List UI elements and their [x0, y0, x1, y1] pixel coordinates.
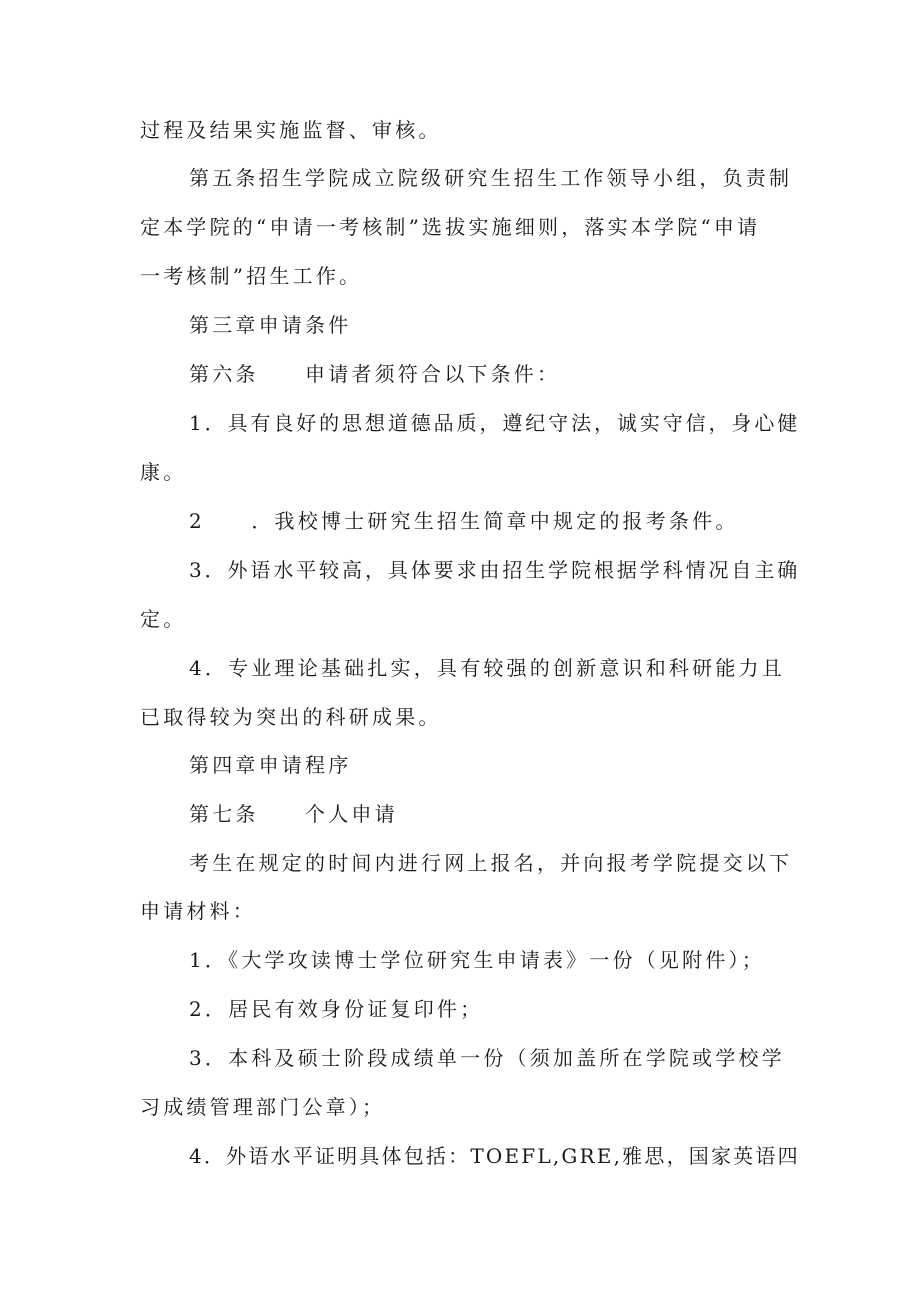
text-line: 过程及结果实施监督、审核。	[140, 118, 442, 142]
text-line: 1．《大学攻读博士学位研究生申请表》一份（见附件）；	[189, 948, 765, 972]
text-line: 康。	[140, 460, 187, 484]
text-line: 定。	[140, 607, 187, 631]
text-line: 已取得较为突出的科研成果。	[140, 705, 442, 729]
text-line: 4．外语水平证明具体包括：TOEFL,GRE,雅思，国家英语四	[189, 1144, 800, 1168]
text-line: 2．居民有效身份证复印件；	[189, 997, 484, 1021]
article-heading: 第六条 申请者须符合以下条件：	[189, 362, 561, 386]
text-line: 4．专业理论基础扎实，具有较强的创新意识和科研能力且	[189, 656, 785, 680]
text-line: 申请材料：	[140, 899, 256, 923]
text-line: 1．具有良好的思想道德品质，遵纪守法，诚实守信，身心健	[189, 411, 801, 435]
text-line: 定本学院的“申请一考核制”选拔实施细则，落实本学院“申请	[140, 215, 761, 239]
text-line: 2 ．我校博士研究生招生简章中规定的报考条件。	[189, 509, 739, 533]
text-line: 3．本科及硕士阶段成绩单一份（须加盖所在学院或学校学	[189, 1046, 785, 1070]
chapter-heading: 第三章申请条件	[189, 313, 352, 337]
text-line: 习成绩管理部门公章）；	[140, 1095, 386, 1119]
text-line: 3．外语水平较高，具体要求由招生学院根据学科情况自主确	[189, 558, 801, 582]
article-heading: 第七条 个人申请	[189, 802, 398, 826]
text-line: 第五条招生学院成立院级研究生招生工作领导小组，负责制	[189, 166, 793, 190]
text-line: 一考核制”招生工作。	[140, 264, 363, 288]
text-line: 考生在规定的时间内进行网上报名，并向报考学院提交以下	[189, 851, 793, 875]
chapter-heading: 第四章申请程序	[189, 753, 352, 777]
